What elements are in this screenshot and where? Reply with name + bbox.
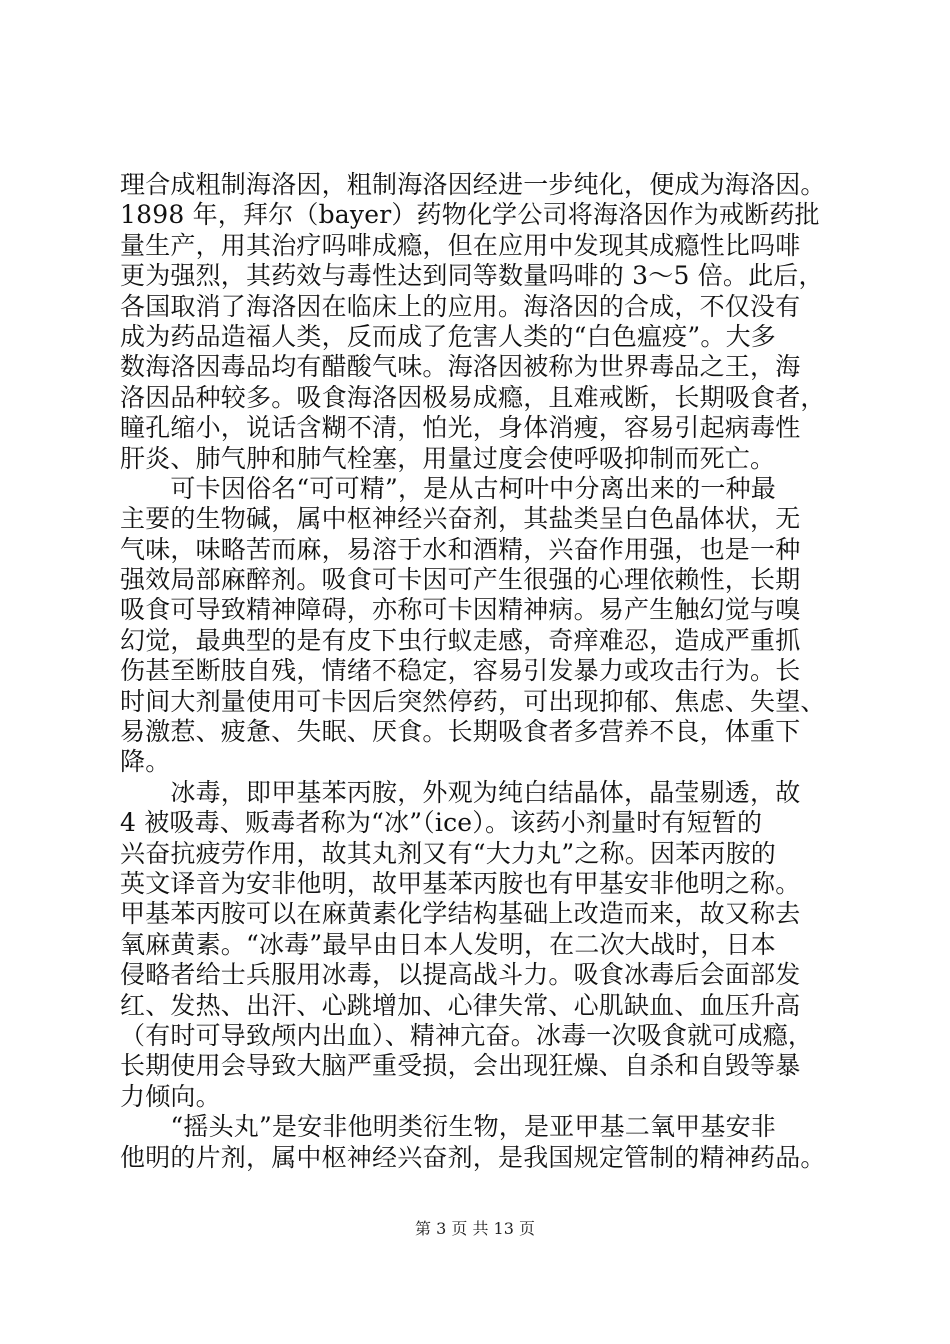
text-line: 4 被吸毒、贩毒者称为“冰”（ice）。该药小剂量时有短暂的 xyxy=(120,808,763,838)
text-line: 兴奋抗疲劳作用，故其丸剂又有“大力丸”之称。因苯丙胺的 xyxy=(120,838,776,868)
text-line: 主要的生物碱，属中枢神经兴奋剂，其盐类呈白色晶体状，无 xyxy=(120,504,801,534)
text-line: 理合成粗制海洛因，粗制海洛因经进一步纯化，便成为海洛因。 xyxy=(120,170,826,199)
text-line: （有时可导致颅内出血）、精神亢奋。冰毒一次吸食就可成瘾， xyxy=(120,1020,814,1050)
text-line: 侵略者给士兵服用冰毒，以提高战斗力。吸食冰毒后会面部发 xyxy=(120,960,801,990)
page-number-footer: 第 3 页 共 13 页 xyxy=(415,1219,535,1238)
text-line: 强效局部麻醉剂。吸食可卡因可产生很强的心理依赖性，长期 xyxy=(120,565,801,595)
text-line: “摇头丸”是安非他明类衍生物，是亚甲基二氧甲基安非 xyxy=(120,1112,776,1142)
text-line: 瞳孔缩小，说话含糊不清，怕光，身体消瘦，容易引起病毒性 xyxy=(120,413,801,443)
text-line: 甲基苯丙胺可以在麻黄素化学结构基础上改造而来，故又称去 xyxy=(120,899,801,929)
text-line: 成为药品造福人类，反而成了危害人类的“白色瘟疫”。大多 xyxy=(120,321,776,351)
text-line: 量生产，用其治疗吗啡成瘾，但在应用中发现其成瘾性比吗啡 xyxy=(120,230,801,260)
text-line: 氧麻黄素。“冰毒”最早由日本人发明，在二次大战时，日本 xyxy=(120,929,776,959)
text-line: 各国取消了海洛因在临床上的应用。海洛因的合成，不仅没有 xyxy=(120,291,801,321)
text-line: 英文译音为安非他明，故甲基苯丙胺也有甲基安非他明之称。 xyxy=(120,868,801,898)
text-line: 可卡因俗名“可可精”，是从古柯叶中分离出来的一种最 xyxy=(120,473,776,503)
text-line: 长期使用会导致大脑严重受损，会出现狂燥、自杀和自毁等暴 xyxy=(120,1051,801,1081)
text-line: 伤甚至断肢自残，情绪不稳定，容易引发暴力或攻击行为。长 xyxy=(120,656,801,686)
text-line: 时间大剂量使用可卡因后突然停药，可出现抑郁、焦虑、失望、 xyxy=(120,686,826,716)
text-line: 1898 年，拜尔（bayer）药物化学公司将海洛因作为戒断药批 xyxy=(120,200,820,230)
document-body xyxy=(120,170,840,1173)
text-line: 更为强烈，其药效与毒性达到同等数量吗啡的 3～5 倍。此后， xyxy=(120,261,824,291)
text-line: 他明的片剂，属中枢神经兴奋剂，是我国规定管制的精神药品。 xyxy=(120,1142,826,1172)
text-line: 幻觉，最典型的是有皮下虫行蚁走感，奇痒难忍，造成严重抓 xyxy=(120,625,801,655)
text-line: 红、发热、出汗、心跳增加、心律失常、心肌缺血、血压升高 xyxy=(120,990,801,1020)
text-line: 易激惹、疲惫、失眠、厌食。长期吸食者多营养不良，体重下 xyxy=(120,717,801,747)
text-line: 力倾向。 xyxy=(120,1081,221,1111)
text-line: 洛因品种较多。吸食海洛因极易成瘾，且难戒断，长期吸食者， xyxy=(120,382,826,412)
text-line: 冰毒，即甲基苯丙胺，外观为纯白结晶体，晶莹剔透，故 xyxy=(120,777,801,807)
text-line: 降。 xyxy=(120,747,171,777)
text-line: 数海洛因毒品均有醋酸气味。海洛因被称为世界毒品之王，海 xyxy=(120,352,801,382)
text-line: 气味，味略苦而麻，易溶于水和酒精，兴奋作用强，也是一种 xyxy=(120,534,801,564)
text-line: 吸食可导致精神障碍，亦称可卡因精神病。易产生触幻觉与嗅 xyxy=(120,595,801,625)
text-line: 肝炎、肺气肿和肺气栓塞，用量过度会使呼吸抑制而死亡。 xyxy=(120,443,776,473)
